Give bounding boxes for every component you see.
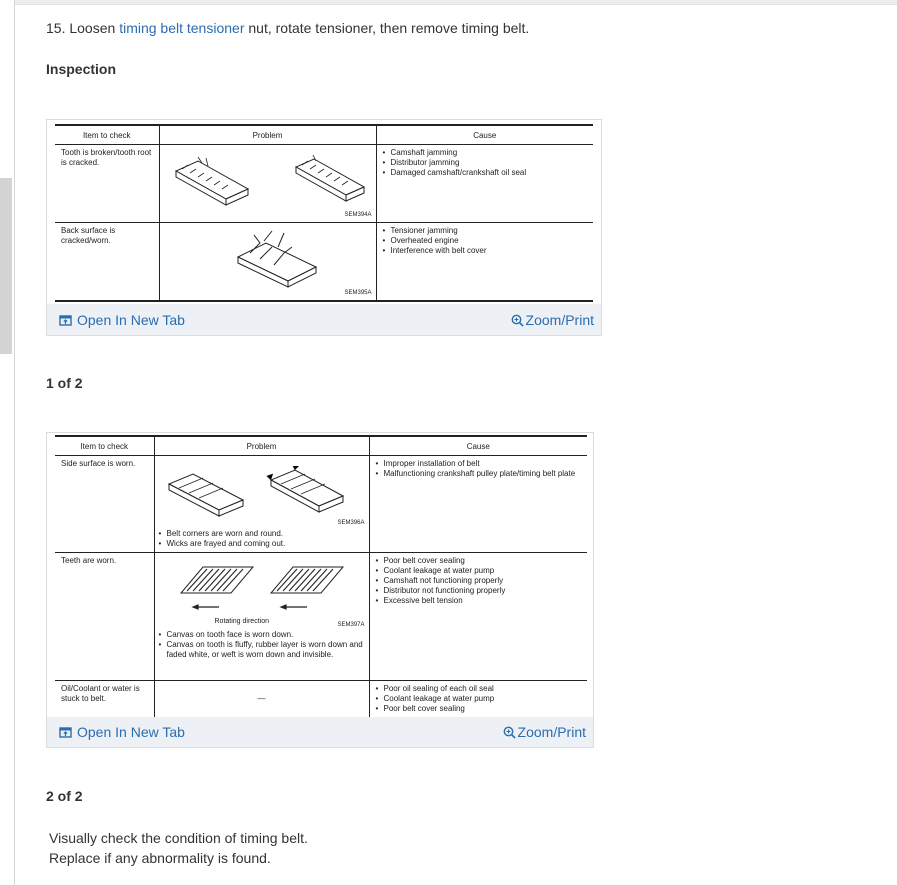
instruction-line: Replace if any abnormality is found. [49,850,271,866]
cause-item: • Coolant leakage at water pump [376,694,582,704]
cause-item: • Damaged camshaft/crankshaft oil seal [383,168,588,178]
cause-item: • Malfunctioning crankshaft pulley plate/timing belt plate [376,469,582,479]
cause-cell [376,145,593,223]
cause-cell [369,553,587,681]
cause-item: • Coolant leakage at water pump [376,566,582,576]
cause-item: • Camshaft jamming [383,148,588,158]
open-new-tab-icon [59,314,72,327]
figure-2 [46,432,594,748]
header-cause: Cause [376,125,593,145]
figure-1-image [47,120,601,304]
problem-note: • Canvas on tooth is fluffy, rubber layer is worn down and faded white, or weft is worn down and invisible. [159,640,364,660]
instruction-line: Visually check the condition of timing belt. [49,830,308,846]
cause-item: • Poor belt cover sealing [376,704,582,714]
figure-code: SEM395A [344,289,372,296]
figure-2-table [55,435,587,720]
cause-cell [369,681,587,719]
row-item: Teeth are worn. [55,553,154,681]
row-item: Side surface is worn. [55,456,154,553]
header-problem: Problem [154,436,369,456]
worn-side-belt-illustration [159,466,364,522]
figure-1-toolbar [47,305,601,335]
zoom-print-button[interactable] [511,312,594,328]
row-item: Tooth is broken/tooth root is cracked. [55,145,159,223]
left-border [14,0,15,885]
problem-note: • Wicks are frayed and coming out. [159,539,286,549]
problem-cell [159,145,376,223]
problem-notes [159,529,286,549]
cause-item: • Tensioner jamming [383,226,588,236]
cause-item: • Interference with belt cover [383,246,588,256]
pager-2: 2 of 2 [46,788,83,804]
problem-cell [154,553,369,681]
figure-2-toolbar [47,717,593,747]
problem-note: • Canvas on tooth face is worn down. [159,630,364,640]
open-new-tab-icon [59,726,72,739]
figure-code: SEM397A [337,622,365,628]
worn-teeth-belt-illustration [175,557,365,615]
cause-cell [376,223,593,301]
timing-belt-tensioner-link[interactable]: timing belt tensioner [119,20,245,36]
open-in-new-tab-label: Open In New Tab [77,724,185,740]
figure-1-table [55,124,593,302]
cause-item: • Poor oil sealing of each oil seal [376,684,582,694]
problem-notes [159,630,364,660]
cause-item: • Overheated engine [383,236,588,246]
cause-cell [369,456,587,553]
figure-1 [46,119,602,336]
row-item: Oil/Coolant or water is stuck to belt. [55,681,154,719]
zoom-print-label: Zoom/Print [517,724,586,740]
top-edge [15,0,897,5]
cause-item: • Excessive belt tension [376,596,582,606]
open-in-new-tab-button[interactable] [59,724,185,740]
header-item: Item to check [55,436,154,456]
zoom-magnifier-icon [503,726,516,739]
rotating-direction-label: Rotating direction [214,618,269,625]
figure-code: SEM396A [337,520,365,526]
header-problem: Problem [159,125,376,145]
problem-cell [154,456,369,553]
zoom-print-label: Zoom/Print [525,312,594,328]
row-item: Back surface is cracked/worn. [55,223,159,301]
zoom-print-button[interactable] [503,724,586,740]
step-text-post: nut, rotate tensioner, then remove timing belt. [248,20,530,36]
problem-cell: — [154,681,369,719]
scroll-indicator[interactable] [0,178,12,354]
cause-item: • Distributor jamming [383,158,588,168]
pager-1: 1 of 2 [46,375,83,391]
cracked-back-belt-illustration [230,227,350,289]
open-in-new-tab-label: Open In New Tab [77,312,185,328]
problem-note: • Belt corners are worn and round. [159,529,286,539]
open-in-new-tab-button[interactable] [59,312,185,328]
step-number: 15. [46,20,66,36]
cause-item: • Camshaft not functioning properly [376,576,582,586]
figure-code: SEM394A [344,212,372,218]
figure-2-image [47,433,593,717]
header-cause: Cause [369,436,587,456]
header-item: Item to check [55,125,159,145]
step-15 [46,20,529,36]
cause-item: • Improper installation of belt [376,459,582,469]
step-text-pre: Loosen [69,20,116,36]
broken-tooth-belt-illustration [166,151,371,213]
zoom-magnifier-icon [511,314,524,327]
cause-item: • Distributor not functioning properly [376,586,582,596]
inspection-instructions [49,828,308,868]
cause-item: • Poor belt cover sealing [376,556,582,566]
section-title: Inspection [46,61,117,77]
problem-cell [159,223,376,301]
